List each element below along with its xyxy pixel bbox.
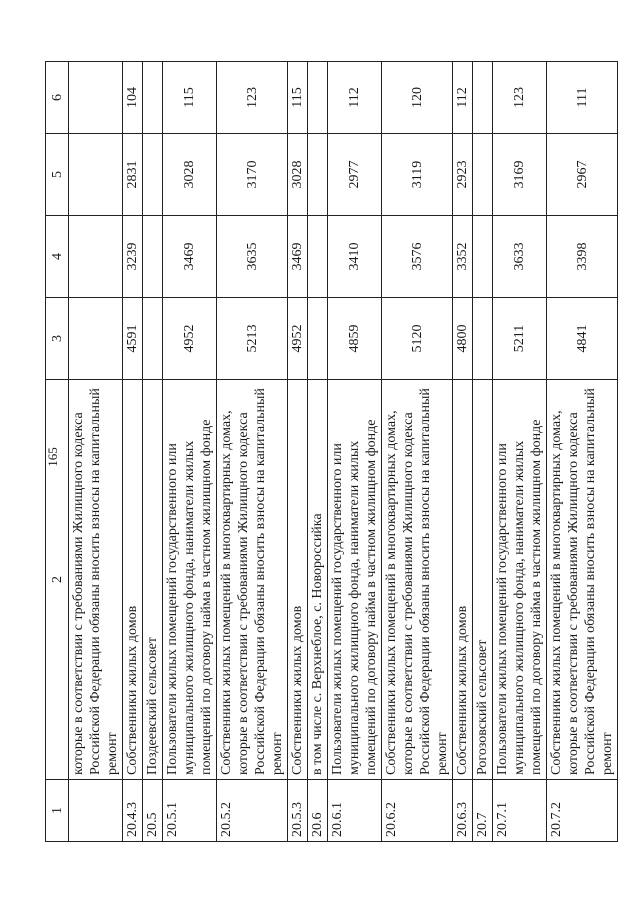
row-value-col5: 3169 [493, 134, 547, 216]
row-value-col6: 115 [288, 62, 308, 134]
row-code-cell: 20.5.1 [163, 780, 217, 842]
page-number: 165 [44, 447, 60, 467]
table-row [493, 62, 547, 842]
row-description-cell: Собственники жилых домов [123, 380, 143, 780]
row-value-col6: 104 [123, 62, 143, 134]
row-value-col3: 4841 [547, 298, 618, 380]
row-value-col6 [69, 62, 123, 134]
row-code-cell: 20.5.3 [288, 780, 308, 842]
row-value-col6: 120 [382, 62, 453, 134]
row-value-col5: 2923 [453, 134, 473, 216]
row-value-col6: 115 [163, 62, 217, 134]
row-value-col5: 3028 [163, 134, 217, 216]
row-value-col3 [473, 298, 493, 380]
row-value-col4 [473, 216, 493, 298]
column-header: 2 [46, 380, 69, 780]
tariff-table [45, 61, 618, 842]
row-value-col4: 3633 [493, 216, 547, 298]
table-row [328, 62, 382, 842]
table-row [123, 62, 143, 842]
row-code-cell: 20.6.1 [328, 780, 382, 842]
row-value-col4: 3635 [217, 216, 288, 298]
column-header: 3 [46, 298, 69, 380]
row-value-col5: 2831 [123, 134, 143, 216]
row-code-cell: 20.4.3 [123, 780, 143, 842]
row-code-cell: 20.6.2 [382, 780, 453, 842]
row-value-col3: 4800 [453, 298, 473, 380]
row-value-col5: 2977 [328, 134, 382, 216]
row-code-cell: 20.6 [308, 780, 328, 842]
row-value-col6: 111 [547, 62, 618, 134]
row-value-col5: 3028 [288, 134, 308, 216]
table-row [308, 62, 328, 842]
row-value-col5: 3119 [382, 134, 453, 216]
row-description-cell: которые в соответствии с требованиями Жилищного кодекса Российской Федерации обязаны вносить взносы на капитальный ремонт [69, 380, 123, 780]
rotated-page-content [45, 62, 615, 842]
row-value-col3: 4952 [163, 298, 217, 380]
row-code-cell: 20.5 [143, 780, 163, 842]
row-value-col6 [473, 62, 493, 134]
row-code-cell: 20.7 [473, 780, 493, 842]
row-value-col4 [69, 216, 123, 298]
row-description-cell: Рогозовский сельсовет [473, 380, 493, 780]
table-row [69, 62, 123, 842]
row-description-cell: Собственники жилых домов [288, 380, 308, 780]
row-value-col4: 3469 [163, 216, 217, 298]
table-row [453, 62, 473, 842]
row-value-col3 [143, 298, 163, 380]
row-value-col3: 4952 [288, 298, 308, 380]
row-value-col5 [143, 134, 163, 216]
table-row [382, 62, 453, 842]
row-value-col6: 112 [453, 62, 473, 134]
row-value-col6: 123 [493, 62, 547, 134]
row-description-cell: в том числе с. Верхнеблое, с. Новороссийка [308, 380, 328, 780]
table-row [217, 62, 288, 842]
row-value-col3: 5211 [493, 298, 547, 380]
row-description-cell: Поздеевский сельсовет [143, 380, 163, 780]
row-value-col4 [143, 216, 163, 298]
row-value-col5 [473, 134, 493, 216]
row-code-cell: 20.6.3 [453, 780, 473, 842]
row-description-cell: Собственники жилых домов [453, 380, 473, 780]
column-header: 4 [46, 216, 69, 298]
column-header: 5 [46, 134, 69, 216]
row-description-cell: Собственники жилых помещений в многоквартирных домах, которые в соответствии с требованиями Жилищного кодекса Российской Федерации обязаны вносить взносы на капитальный ремонт [547, 380, 618, 780]
row-value-col4 [308, 216, 328, 298]
row-value-col4: 3352 [453, 216, 473, 298]
row-value-col6 [308, 62, 328, 134]
row-code-cell: 20.7.1 [493, 780, 547, 842]
row-value-col4: 3469 [288, 216, 308, 298]
row-value-col6 [143, 62, 163, 134]
row-value-col5: 3170 [217, 134, 288, 216]
row-value-col4: 3239 [123, 216, 143, 298]
row-value-col4: 3410 [328, 216, 382, 298]
row-value-col6: 123 [217, 62, 288, 134]
row-value-col4: 3576 [382, 216, 453, 298]
row-value-col6: 112 [328, 62, 382, 134]
row-code-cell: 20.5.2 [217, 780, 288, 842]
row-value-col5 [308, 134, 328, 216]
row-code-cell: 20.7.2 [547, 780, 618, 842]
table-row [163, 62, 217, 842]
row-value-col5 [69, 134, 123, 216]
row-value-col3: 4591 [123, 298, 143, 380]
row-description-cell: Собственники жилых помещений в многоквартирных домах, которые в соответствии с требованиями Жилищного кодекса Российской Федерации обязаны вносить взносы на капитальный ремонт [217, 380, 288, 780]
row-value-col3 [69, 298, 123, 380]
table-row [547, 62, 618, 842]
table-row [473, 62, 493, 842]
column-header: 1 [46, 780, 69, 842]
row-value-col5: 2967 [547, 134, 618, 216]
table-row [288, 62, 308, 842]
row-code-cell [69, 780, 123, 842]
row-value-col3: 5120 [382, 298, 453, 380]
row-description-cell: Собственники жилых помещений в многоквартирных домах, которые в соответствии с требованиями Жилищного кодекса Российской Федерации обязаны вносить взносы на капитальный ремонт [382, 380, 453, 780]
row-value-col3: 5213 [217, 298, 288, 380]
table-body [69, 62, 618, 842]
table-row [143, 62, 163, 842]
row-description-cell: Пользователи жилых помещений государственного или муниципального жилищного фонда, наниматели жилых помещений по договору найма в частном жилищном фонде [163, 380, 217, 780]
column-header: 6 [46, 62, 69, 134]
row-value-col4: 3398 [547, 216, 618, 298]
row-description-cell: Пользователи жилых помещений государственного или муниципального жилищного фонда, наниматели жилых помещений по договору найма в частном жилищном фонде [493, 380, 547, 780]
row-value-col3 [308, 298, 328, 380]
table-header-row [46, 62, 69, 842]
row-value-col3: 4859 [328, 298, 382, 380]
row-description-cell: Пользователи жилых помещений государственного или муниципального жилищного фонда, наниматели жилых помещений по договору найма в частном жилищном фонде [328, 380, 382, 780]
